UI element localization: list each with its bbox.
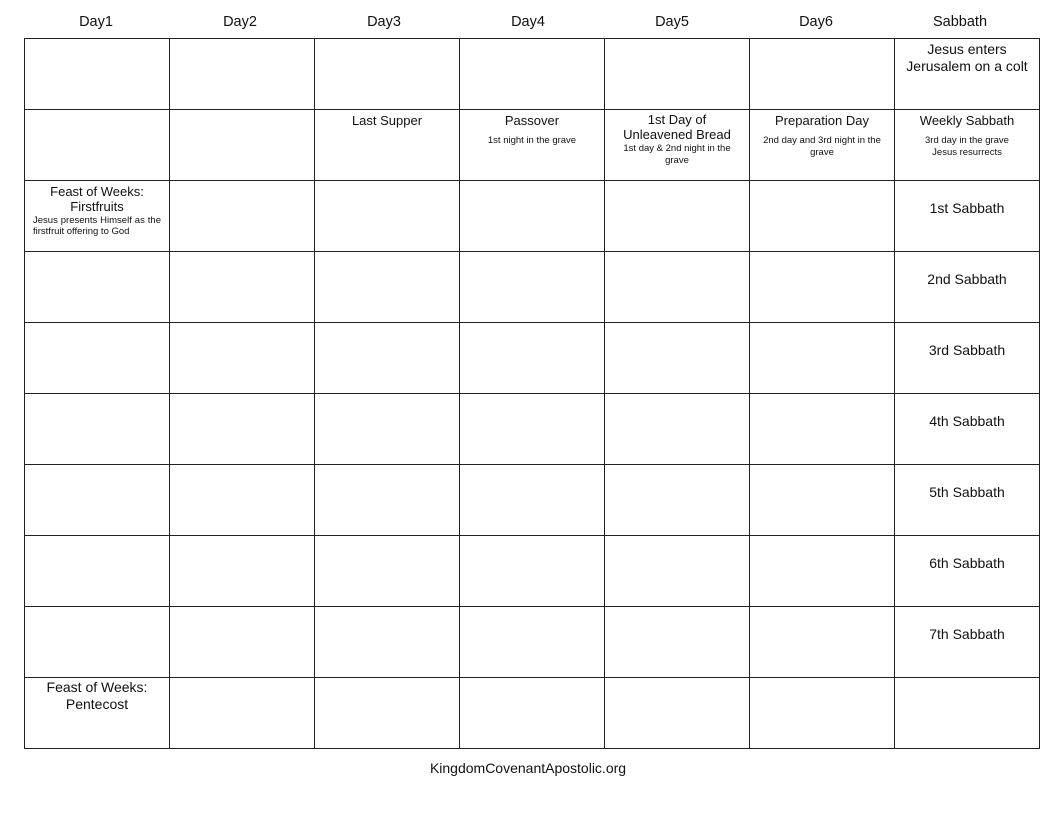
calendar-cell [315, 394, 460, 465]
calendar-cell [750, 252, 895, 323]
calendar-cell [895, 465, 1040, 536]
calendar-cell [460, 678, 605, 749]
calendar-cell [25, 39, 170, 110]
calendar-cell [460, 110, 605, 181]
calendar-cell [605, 110, 750, 181]
week-row [25, 465, 1040, 536]
preparation-day-title: Preparation Day [775, 113, 869, 128]
calendar-cell [460, 394, 605, 465]
calendar-cell [315, 110, 460, 181]
calendar-cell [170, 678, 315, 749]
last-supper-title: Last Supper [351, 113, 423, 128]
calendar-cell [895, 110, 1040, 181]
week-row [25, 607, 1040, 678]
week-row [25, 39, 1040, 110]
week-row [25, 394, 1040, 465]
passover-title: Passover [504, 113, 560, 128]
calendar-cell [750, 465, 895, 536]
calendar-cell [605, 536, 750, 607]
calendar-cell [605, 678, 750, 749]
calendar-cell [460, 323, 605, 394]
sabbath-label: 6th Sabbath [929, 555, 1005, 571]
header-day5: Day5 [655, 14, 689, 30]
calendar-cell [170, 607, 315, 678]
header-day4: Day4 [511, 14, 545, 30]
calendar-cell [170, 110, 315, 181]
calendar-cell [750, 607, 895, 678]
sabbath-label: 2nd Sabbath [927, 271, 1007, 287]
calendar-cell [460, 607, 605, 678]
calendar-cell [25, 536, 170, 607]
header-day2: Day2 [223, 14, 257, 30]
calendar-cell [750, 323, 895, 394]
calendar-cell [895, 536, 1040, 607]
calendar-cell [605, 323, 750, 394]
week-row [25, 181, 1040, 252]
calendar-cell [460, 252, 605, 323]
calendar-cell [895, 678, 1040, 749]
sabbath-label: 7th Sabbath [929, 626, 1005, 642]
calendar-cell [25, 607, 170, 678]
calendar-cell [315, 252, 460, 323]
calendar-cell [750, 678, 895, 749]
calendar-cell [750, 110, 895, 181]
calendar-cell [170, 252, 315, 323]
calendar-cell [25, 252, 170, 323]
calendar-cell [605, 394, 750, 465]
sabbath-label: 3rd Sabbath [928, 342, 1006, 358]
calendar-cell [895, 252, 1040, 323]
header-day3: Day3 [367, 14, 401, 30]
calendar-cell [895, 607, 1040, 678]
calendar-cell [605, 465, 750, 536]
calendar-cell [750, 39, 895, 110]
calendar-cell [170, 465, 315, 536]
calendar-cell [605, 607, 750, 678]
calendar-cell [605, 39, 750, 110]
calendar-cell [315, 465, 460, 536]
week-row [25, 323, 1040, 394]
preparation-day-note: 2nd day and 3rd night in the grave [763, 135, 881, 158]
header-day1: Day1 [79, 14, 113, 30]
calendar-cell [170, 181, 315, 252]
calendar-cell [605, 252, 750, 323]
calendar-cell [315, 323, 460, 394]
calendar-cell [315, 181, 460, 252]
calendar-cell [25, 678, 170, 749]
header-day6: Day6 [799, 14, 833, 30]
header-sabbath: Sabbath [932, 14, 988, 30]
passover-note: 1st night in the grave [487, 135, 577, 146]
week-row [25, 536, 1040, 607]
calendar-cell [315, 607, 460, 678]
calendar-cell [605, 181, 750, 252]
firstfruits-title: Feast of Weeks: Firstfruits [50, 184, 144, 214]
week-row [25, 252, 1040, 323]
calendar-cell [315, 536, 460, 607]
calendar-cell [460, 181, 605, 252]
entry-jerusalem: Jesus enters Jerusalem on a colt [906, 41, 1028, 74]
calendar-cell [25, 394, 170, 465]
sabbath-label: 5th Sabbath [929, 484, 1005, 500]
week-row [25, 110, 1040, 181]
calendar-cell [750, 181, 895, 252]
calendar-cell [170, 394, 315, 465]
calendar-cell [750, 536, 895, 607]
calendar-cell [25, 181, 170, 252]
calendar-cell [170, 39, 315, 110]
calendar-cell [895, 323, 1040, 394]
day-header-row [24, 8, 1032, 36]
calendar-cell [750, 394, 895, 465]
calendar-cell [460, 39, 605, 110]
calendar-cell [460, 465, 605, 536]
calendar-grid [24, 38, 1040, 749]
calendar-cell [315, 678, 460, 749]
firstfruits-note: Jesus presents Himself as the firstfruit offering to God [33, 215, 161, 237]
unleavened-bread-note: 1st day & 2nd night in the grave [623, 143, 731, 166]
calendar-cell [460, 536, 605, 607]
calendar-cell [25, 465, 170, 536]
calendar-cell [170, 536, 315, 607]
unleavened-bread-title: 1st Day of Unleavened Bread [623, 112, 731, 142]
footer-website: KingdomCovenantApostolic.org [429, 760, 627, 776]
calendar-cell [315, 39, 460, 110]
calendar-cell [25, 110, 170, 181]
calendar-cell [170, 323, 315, 394]
calendar-cell [25, 323, 170, 394]
weekly-sabbath-title: Weekly Sabbath [919, 113, 1015, 128]
calendar-cell [895, 39, 1040, 110]
calendar-cell [895, 181, 1040, 252]
week-row [25, 678, 1040, 749]
weekly-sabbath-note: 3rd day in the grave Jesus resurrects [925, 135, 1009, 158]
pentecost-title: Feast of Weeks: Pentecost [46, 679, 148, 712]
calendar-cell [895, 394, 1040, 465]
sabbath-label: 1st Sabbath [929, 200, 1005, 216]
sabbath-label: 4th Sabbath [929, 413, 1005, 429]
